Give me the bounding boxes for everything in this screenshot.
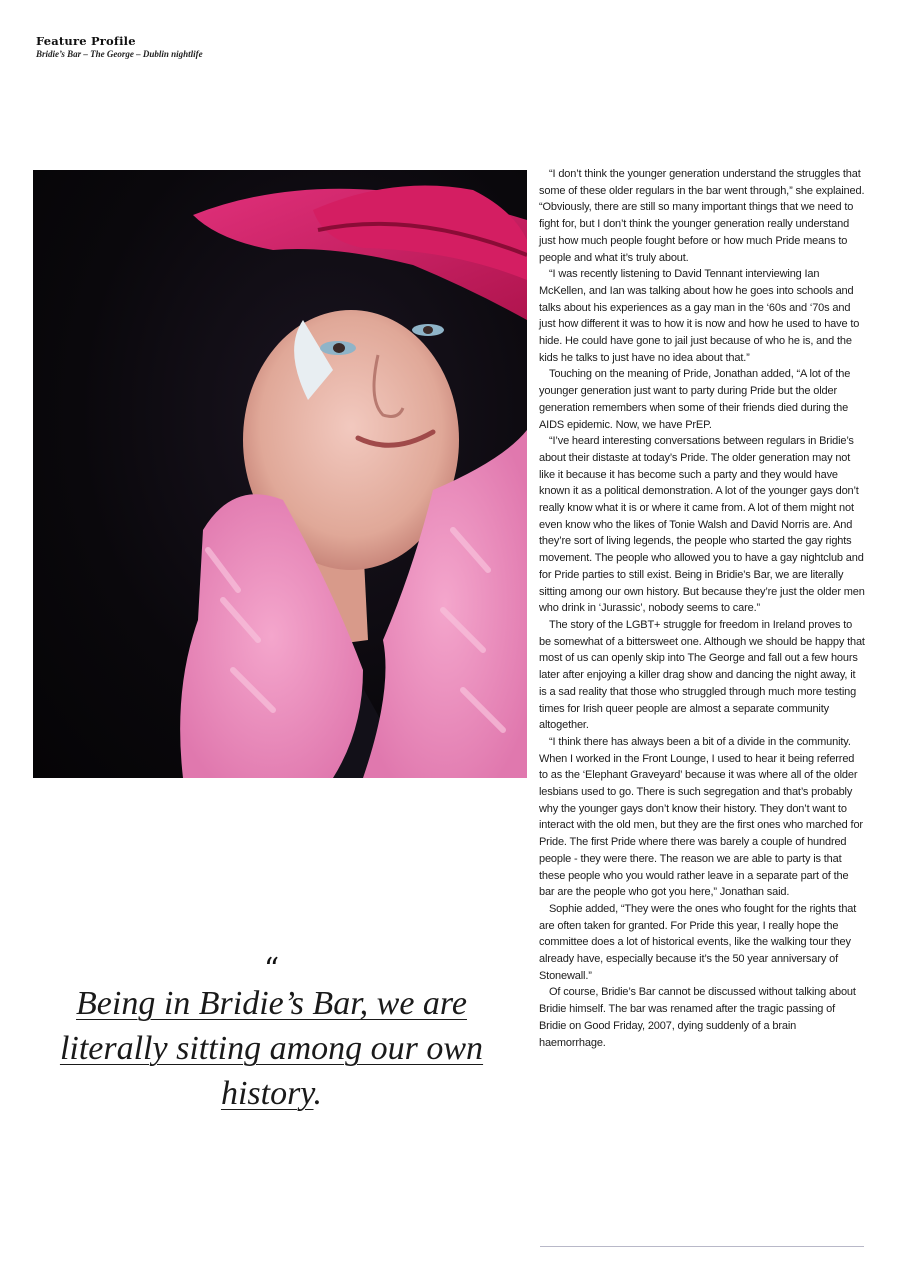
- article-paragraph: “I’ve heard interesting conversations between regulars in Bridie’s about their distaste at today’s Pride. The older generation may not like it because it has become such a party and they would have known it as a political demonstration. A lot of the younger gays don’t really know what it is or where it came from. A lot of them might not even know who the likes of Tonie Walsh and David Norris are. And they’re sort of living legends, the people who started the gay rights movement. The people who allowed you to have a gay nightclub and for Pride parties to still exist. Being in Bridie’s Bar, we are literally sitting among our own history. But because they’re just the older men who drink in ‘Jurassic’, nobody seems to care.”: [539, 435, 865, 615]
- footer-divider: [540, 1246, 864, 1247]
- article-paragraph: “I think there has always been a bit of a divide in the community. When I worked in the Front Lounge, I used to hear it being referred to as the ‘Elephant Graveyard’ because it was where all of the older lesbians used to go. There is such segregation and that’s probably why the younger gays don’t know their history. They don’t want to interact with the old men, but they are the first ones who marched for Pride. The first Pride where there was barely a couple of hundred people - they were there. The reason we are able to party is that these people who you would rather leave in a separate part of the bar are the people who got you here,” Jonathan said.: [539, 735, 863, 899]
- article-paragraph: The story of the LGBT+ struggle for freedom in Ireland proves to be somewhat of a bittersweet one. Although we should be happy that most of us can openly skip into The George and fall out a few hours later after enjoying a killer drag show and dancing the night away, it is a sad reality that those who struggled through much more testing times for Irish queer people are almost a separate community altogether.: [539, 618, 865, 732]
- article-paragraph: Of course, Bridie’s Bar cannot be discussed without talking about Bridie himself. The bar was renamed after the tragic passing of Bridie on Good Friday, 2007, dying suddenly of a brain haemorrhage.: [539, 986, 856, 1049]
- pull-quote-line: history: [220, 1075, 314, 1112]
- pull-quote-line: literally sitting among our own: [59, 1030, 484, 1067]
- section-tags: Bridie’s Bar – The George – Dublin nightlife: [36, 49, 203, 59]
- article-paragraph: “I was recently listening to David Tennant interviewing Ian McKellen, and Ian was talking about how he goes into schools and talks about his experiences as a gay man in the ‘60s and ‘70s and just how different it was to how it is now and how he used to have to hide. He could have gone to jail just because of who he is, and the kids he talks to just have no idea about that.”: [539, 268, 860, 364]
- page-header: [36, 34, 203, 59]
- portrait-illustration: [33, 170, 527, 778]
- pull-quote-end: .: [313, 1075, 323, 1112]
- quote-mark-icon: “: [263, 952, 280, 987]
- portrait-photo: [33, 170, 527, 778]
- pull-quote-text: [44, 981, 499, 1116]
- pull-quote: [44, 952, 499, 1116]
- section-label: Feature Profile: [36, 34, 136, 48]
- article-paragraph: Sophie added, “They were the ones who fought for the rights that are often taken for granted. For Pride this year, I really hope the committee does a lot of historical events, like the walking tour they already have, especially because it’s the 50 year anniversary of Stonewall.”: [539, 902, 857, 982]
- pull-quote-line: Being in Bridie’s Bar, we are: [76, 985, 467, 1022]
- article-paragraph: “I don’t think the younger generation understand the struggles that some of these older regulars in the bar went through,” she explained. “Obviously, there are still so many important things that we need to fight for, but I don’t think the younger generation really understand just how much people fought before or how much Pride means to people and what it’s truly about.: [539, 168, 865, 264]
- article-body: [539, 166, 865, 1051]
- article-paragraph: Touching on the meaning of Pride, Jonathan added, “A lot of the younger generation just want to party during Pride but the older generation remembers when some of their friends died during the AIDS epidemic. Now, we have PrEP.: [539, 368, 851, 431]
